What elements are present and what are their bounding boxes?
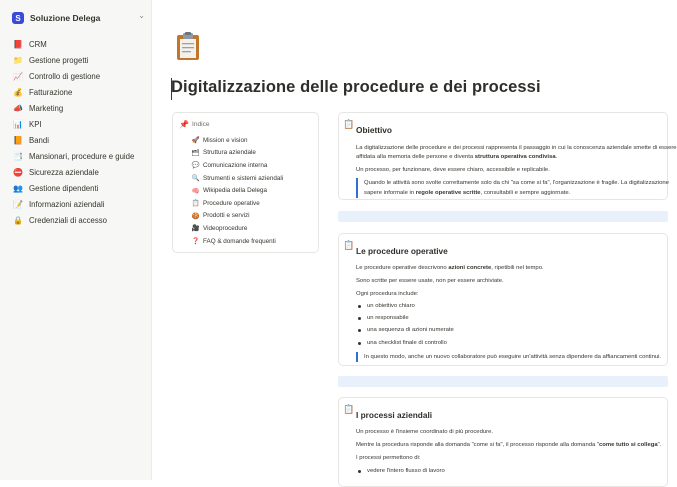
workspace-name: Soluzione Delega xyxy=(30,13,101,23)
index-link-label: Mission e vision xyxy=(203,136,248,144)
folder-icon: 📁 xyxy=(13,55,23,65)
sidebar-item-label: Mansionari, procedure e guide xyxy=(29,151,135,161)
paragraph: Ogni procedura include: xyxy=(356,291,419,297)
clipboard-icon: 📋 xyxy=(343,240,355,250)
sidebar-item-label: Controllo di gestione xyxy=(29,71,101,81)
question-icon: ❓ xyxy=(191,238,200,246)
megaphone-icon: 📣 xyxy=(13,103,23,113)
bar-chart-icon: 📊 xyxy=(13,119,23,129)
sidebar-item-label: Gestione dipendenti xyxy=(29,183,99,193)
clipboard-icon: 📋 xyxy=(343,404,355,414)
paragraph: Un processo è l'insieme coordinato di più procedure. xyxy=(356,429,494,435)
people-icon: 👥 xyxy=(13,183,23,193)
orange-book-icon: 📙 xyxy=(13,135,23,145)
sidebar xyxy=(0,0,152,480)
sidebar-item-label: Informazioni aziendali xyxy=(29,199,105,209)
paragraph: I processi permettono di: xyxy=(356,455,421,461)
index-link-label: FAQ & domande frequenti xyxy=(203,237,276,245)
list-item: una checklist finale di controllo xyxy=(356,340,447,346)
index-header xyxy=(179,120,210,129)
list-item: un obiettivo chiaro xyxy=(356,303,415,309)
page-content xyxy=(152,0,677,480)
rocket-icon: 🚀 xyxy=(191,137,200,145)
sidebar-item[interactable] xyxy=(8,196,148,212)
index-link[interactable] xyxy=(191,235,283,248)
bookmark-tabs-icon: 📑 xyxy=(13,151,23,161)
sidebar-item[interactable] xyxy=(8,100,148,116)
clipboard-icon: 📋 xyxy=(191,200,200,208)
paragraph: Le procedure operative descrivono azioni concrete, ripetibili nel tempo. xyxy=(356,265,544,271)
brain-icon: 🧠 xyxy=(191,187,200,195)
sidebar-item-label: Sicurezza aziendale xyxy=(29,167,99,177)
paragraph: Sono scritte per essere usate, non per essere archiviate. xyxy=(356,278,504,284)
index-card xyxy=(172,112,319,253)
index-link-label: Wikipedia della Delega xyxy=(203,187,268,195)
sidebar-item-label: Bandi xyxy=(29,135,49,145)
no-entry-icon: ⛔ xyxy=(13,167,23,177)
section-obiettivo xyxy=(338,112,677,200)
index-link[interactable] xyxy=(191,159,283,172)
index-link-label: Procedure operative xyxy=(203,199,260,207)
speech-bubbles-icon: 💬 xyxy=(191,162,200,170)
sidebar-item-label: Gestione progetti xyxy=(29,55,89,65)
quote-line: In questo modo, anche un nuovo collaboratore può eseguire un'attività senza dipendere da affiancamenti continui. xyxy=(364,354,662,360)
sidebar-item[interactable] xyxy=(8,148,148,164)
sidebar-item-label: CRM xyxy=(29,39,47,49)
index-link[interactable] xyxy=(191,184,283,197)
clipboard-icon: 📋 xyxy=(343,119,355,129)
page-title[interactable]: Digitalizzazione delle procedure e dei processi xyxy=(171,78,541,96)
paragraph: affidata alla memoria delle persone e diventa struttura operativa condivisa. xyxy=(356,154,558,160)
index-link-label: Comunicazione interna xyxy=(203,161,268,169)
index-link-label: Prodotti e servizi xyxy=(203,212,250,220)
workspace-switcher[interactable] xyxy=(8,8,148,28)
quote-line: sapere informale in regole operative scritte, consultabili e sempre aggiornate. xyxy=(364,190,571,196)
memo-icon: 📝 xyxy=(13,199,23,209)
index-link[interactable] xyxy=(191,134,283,147)
magnifier-icon: 🔍 xyxy=(191,175,200,183)
chart-icon: 📈 xyxy=(13,71,23,81)
paragraph: Un processo, per funzionare, deve essere chiaro, accessibile e replicabile. xyxy=(356,167,550,173)
sidebar-item-label: Marketing xyxy=(29,103,64,113)
quote-block xyxy=(356,178,669,198)
index-list xyxy=(191,134,283,247)
paragraph: Mentre la procedura risponde alla domanda "come si fa", il processo risponde alla domanda "come tutto si collega". xyxy=(356,442,662,448)
chevron-down-icon[interactable]: ⌄ xyxy=(138,11,145,20)
sidebar-nav xyxy=(8,36,148,228)
section-title: I processi aziendali xyxy=(356,410,433,420)
sidebar-item[interactable] xyxy=(8,116,148,132)
section-procedure-operative xyxy=(338,233,668,366)
index-link[interactable] xyxy=(191,147,283,160)
workspace-logo: S xyxy=(12,12,24,24)
bold-text: struttura operativa condivisa xyxy=(474,154,556,160)
org-chart-icon: 🗂 xyxy=(191,149,200,157)
sidebar-item[interactable] xyxy=(8,212,148,228)
index-link-label: Videoprocedure xyxy=(203,224,248,232)
sidebar-item-label: Credenziali di accesso xyxy=(29,215,108,225)
pin-icon: 📌 xyxy=(179,120,189,129)
index-link[interactable] xyxy=(191,197,283,210)
section-title: Le procedure operative xyxy=(356,246,448,256)
cookie-icon: 🍪 xyxy=(191,212,200,220)
list-item: un responsabile xyxy=(356,315,409,321)
sidebar-item[interactable] xyxy=(8,180,148,196)
index-link[interactable] xyxy=(191,172,283,185)
sidebar-item[interactable] xyxy=(8,52,148,68)
sidebar-item[interactable] xyxy=(8,68,148,84)
section-title: Obiettivo xyxy=(356,125,392,135)
list-item: vedere l'intero flusso di lavoro xyxy=(356,468,445,474)
sidebar-item[interactable] xyxy=(8,132,148,148)
sidebar-item[interactable] xyxy=(8,36,148,52)
quote-block xyxy=(356,352,661,362)
index-link[interactable] xyxy=(191,210,283,223)
index-link-label: Struttura aziendale xyxy=(203,149,256,157)
paragraph: La digitalizzazione delle procedure e dei processi rappresenta il passaggio in cui la conoscenza aziendale smette di essere xyxy=(356,145,677,151)
list-item: una sequenza di azioni numerate xyxy=(356,327,454,333)
section-processi-aziendali xyxy=(338,397,668,487)
red-book-icon: 📕 xyxy=(13,39,23,49)
sidebar-item[interactable] xyxy=(8,164,148,180)
camera-icon: 🎥 xyxy=(191,225,200,233)
sidebar-item[interactable] xyxy=(8,84,148,100)
lock-icon: 🔒 xyxy=(13,215,23,225)
index-label: Indice xyxy=(192,121,210,128)
clipboard-icon[interactable] xyxy=(172,30,204,62)
index-link-label: Strumenti e sistemi aziendali xyxy=(203,174,284,182)
money-bag-icon: 💰 xyxy=(13,87,23,97)
section-divider xyxy=(338,211,668,222)
quote-line: Quando le attività sono svolte correttamente solo da chi "sa come si fa", l'organizzazione è fragile. La digitalizzazione xyxy=(364,180,669,186)
section-divider xyxy=(338,376,668,387)
index-link[interactable] xyxy=(191,222,283,235)
sidebar-item-label: KPI xyxy=(29,119,42,129)
sidebar-item-label: Fatturazione xyxy=(29,87,73,97)
